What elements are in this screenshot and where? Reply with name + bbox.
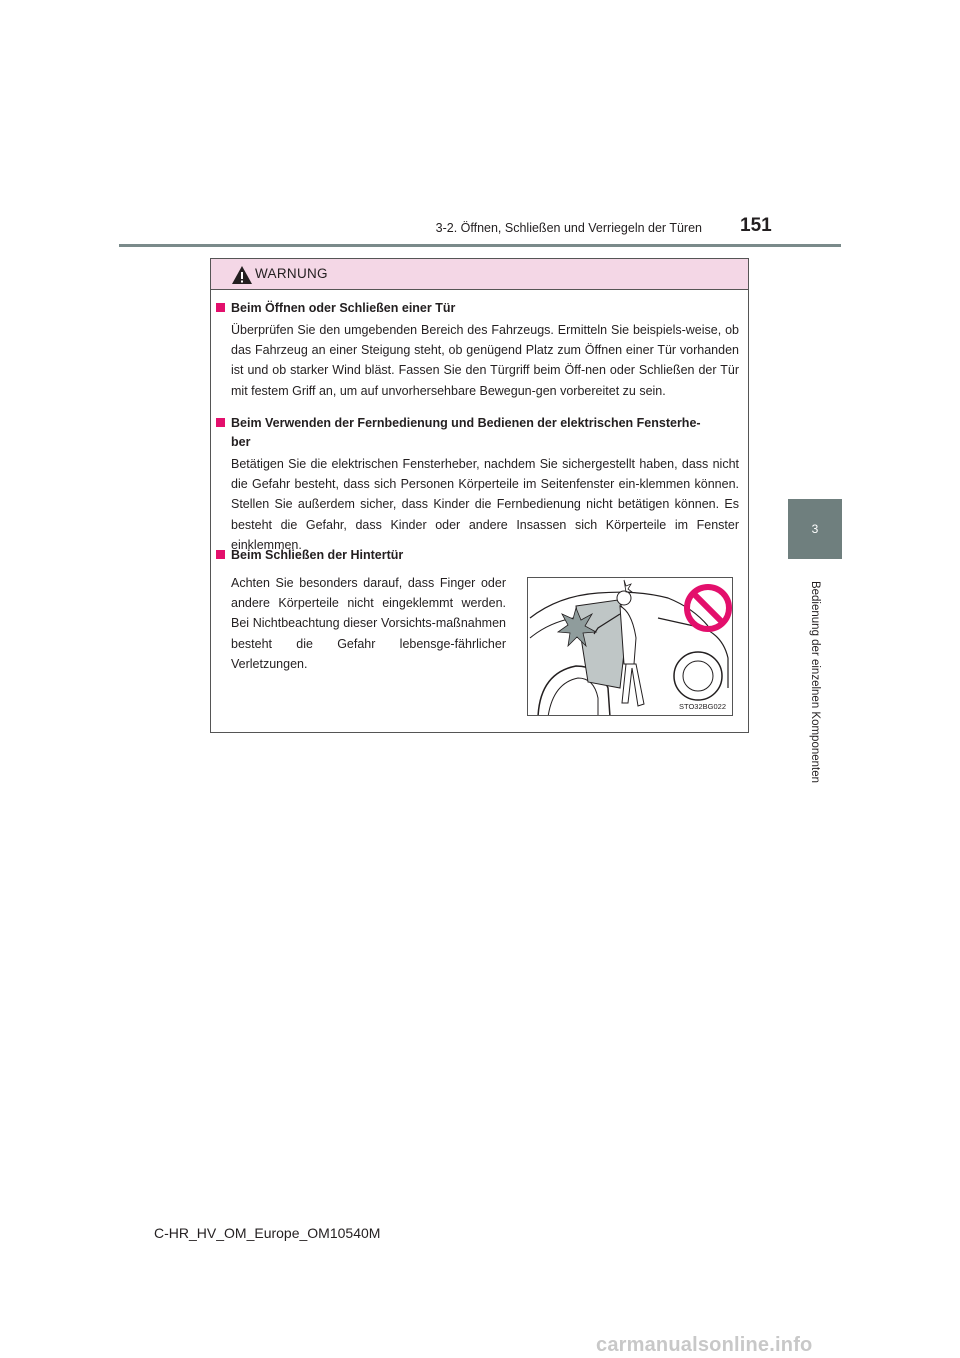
item-heading-door: Beim Öffnen oder Schließen einer Tür	[216, 299, 746, 318]
header-section-title: 3-2. Öffnen, Schließen und Verriegeln der Türen	[435, 221, 702, 235]
chapter-title: Bedienung der einzelnen Komponenten	[809, 580, 821, 784]
item-text-door: Überprüfen Sie den umgebenden Bereich des Fahrzeugs. Ermitteln Sie beispiels-weise, ob das Fahrzeug an einer Steigung steht, ob genügend Platz zum Öffnen einer Tür vorhanden ist und ob starker Wind bläst. Fassen Sie den Türgriff beim Öff-nen oder Schließen der Tür mit festem Griff an, um auf unvorhersehbare Bewegun-gen vorbereitet zu sein.	[231, 323, 739, 398]
car-door-drawing	[528, 578, 733, 716]
document-id: C-HR_HV_OM_Europe_OM10540M	[154, 1225, 381, 1241]
item-marker	[216, 303, 225, 312]
warning-box	[210, 258, 749, 733]
back-door-illustration	[527, 577, 733, 716]
illustration-code: STO32BG022	[679, 702, 726, 711]
item-marker	[216, 550, 225, 559]
header-rule	[119, 244, 841, 247]
warning-header	[211, 259, 748, 290]
watermark: carmanualsonline.info	[596, 1334, 813, 1356]
chapter-side-label	[808, 568, 822, 798]
warning-title: WARNUNG	[255, 266, 328, 281]
warning-triangle-icon	[231, 265, 253, 285]
page-number: 151	[740, 215, 772, 236]
item-text-backdoor: Achten Sie besonders darauf, dass Finger oder andere Körperteile nicht eingeklemmt werden. Bei Nichtbeachtung dieser Vorsichts-maßnahmen besteht die Gefahr lebensge-fährlicher Verletzungen.	[231, 576, 506, 671]
chapter-number: 3	[811, 522, 819, 536]
chapter-tab	[788, 499, 842, 559]
item-text-windows: Betätigen Sie die elektrischen Fensterheber, nachdem Sie sichergestellt haben, dass nicht die Gefahr besteht, dass sich Personen Körperteile im Seitenfenster ein-klemmen können. Stellen Sie außerdem sicher, dass Kinder die Fernbedienung nicht betätigen können. Es besteht die Gefahr, dass Kinder oder andere Insassen sich Körperteile im Fenster einklemmen.	[231, 457, 739, 552]
item-marker	[216, 418, 225, 427]
item-heading-windows: Beim Verwenden der Fernbedienung und Bedienen der elektrischen Fensterhe- ber	[216, 414, 746, 452]
item-heading-backdoor: Beim Schließen der Hintertür	[216, 546, 746, 565]
